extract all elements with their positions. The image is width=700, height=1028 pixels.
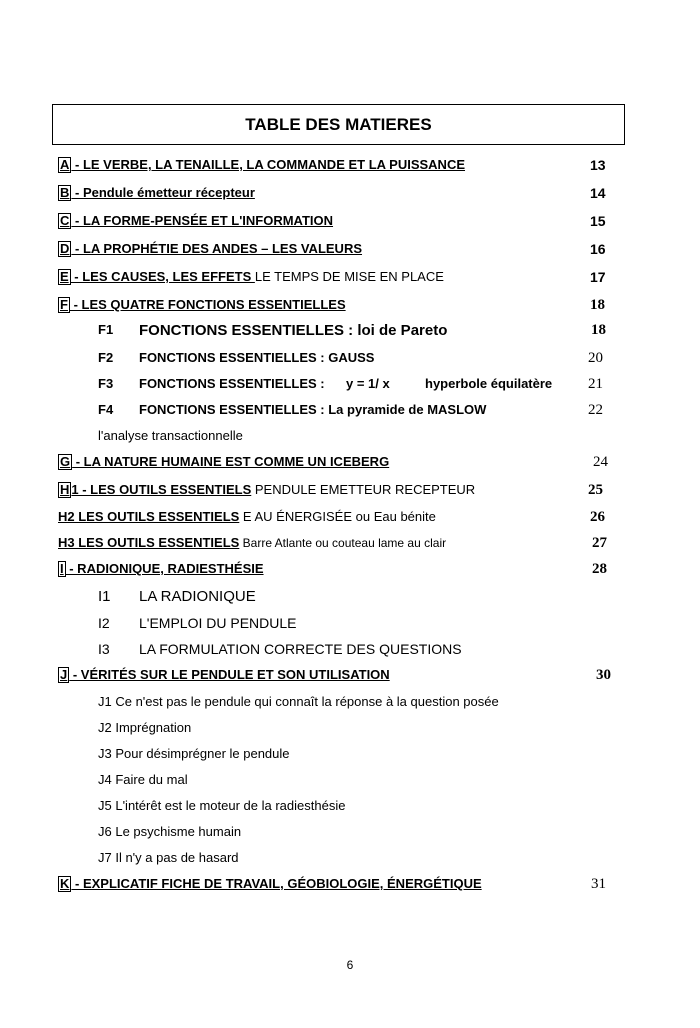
- subentry-title: FONCTIONS ESSENTIELLES : GAUSS: [139, 350, 375, 365]
- subentry-title: FONCTIONS ESSENTIELLES : La pyramide de MASLOW: [139, 402, 487, 417]
- formula: y = 1/ x: [346, 376, 390, 391]
- section-title: - EXPLICATIF FICHE DE TRAVAIL, GÉOBIOLOGIE, ÉNERGÉTIQUE: [71, 876, 482, 891]
- page-ref: 18: [590, 297, 605, 313]
- subentry-title: J7 Il n'y a pas de hasard: [98, 850, 239, 865]
- page-number: 6: [346, 958, 354, 972]
- toc-entry-d[interactable]: [0, 241, 700, 261]
- subentry-title: LA RADIONIQUE: [139, 588, 256, 605]
- toc-note: [0, 428, 700, 448]
- toc-subentry-j7[interactable]: [0, 850, 700, 870]
- subentry-code: I1: [98, 588, 111, 605]
- page-ref: 15: [590, 213, 606, 229]
- toc-subentry-j1[interactable]: [0, 694, 700, 714]
- page-ref: 13: [590, 157, 606, 173]
- toc-title: TABLE DES MATIERES: [245, 115, 432, 134]
- toc-entry-i[interactable]: [0, 561, 700, 581]
- subentry-code: I2: [98, 615, 110, 631]
- section-letter: D: [60, 241, 70, 256]
- toc-entry-f[interactable]: [0, 297, 700, 317]
- toc-subentry-f1[interactable]: [0, 322, 700, 342]
- page-ref: 26: [590, 509, 605, 525]
- section-letter: E: [60, 269, 69, 284]
- subentry-title: J2 Imprégnation: [98, 720, 192, 735]
- page-ref: 17: [590, 269, 606, 285]
- section-letter: F: [60, 297, 68, 312]
- toc-entry-c[interactable]: [0, 213, 700, 233]
- section-title: H2 LES OUTILS ESSENTIELS: [58, 509, 240, 524]
- page-ref: 16: [590, 241, 606, 257]
- page-ref: 30: [596, 667, 611, 683]
- toc-entry-h1[interactable]: [0, 482, 700, 502]
- subentry-code: F3: [98, 376, 114, 391]
- toc-entry-g[interactable]: [0, 454, 700, 474]
- section-subtitle: E AU ÉNERGISÉE ou Eau bénite: [239, 509, 436, 524]
- section-title: - LA FORME-PENSÉE ET L'INFORMATION: [71, 213, 334, 228]
- toc-entry-h3[interactable]: [0, 535, 700, 555]
- subentry-title: J4 Faire du mal: [98, 772, 188, 787]
- page-ref: 28: [592, 561, 607, 577]
- page-ref: 21: [588, 376, 603, 392]
- toc-subentry-f3[interactable]: [0, 376, 700, 396]
- page-ref: 18: [591, 322, 606, 338]
- section-title: 1 - LES OUTILS ESSENTIELS: [71, 482, 252, 497]
- section-letter: B: [60, 185, 70, 200]
- toc-subentry-f4[interactable]: [0, 402, 700, 422]
- page-ref: 14: [590, 185, 606, 201]
- subentry-title: J1 Ce n'est pas le pendule qui connaît la réponse à la question posée: [98, 694, 499, 709]
- section-subtitle: Barre Atlante ou couteau lame au clair: [239, 536, 447, 550]
- section-title: - LE VERBE, LA TENAILLE, LA COMMANDE ET LA PUISSANCE: [71, 157, 466, 172]
- toc-subentry-j6[interactable]: [0, 824, 700, 844]
- subentry-title: FONCTIONS ESSENTIELLES :: [139, 376, 325, 391]
- section-title: - LES CAUSES, LES EFFETS: [70, 269, 255, 284]
- toc-entry-a[interactable]: [0, 157, 700, 177]
- section-letter: J: [60, 667, 68, 682]
- toc-subentry-j5[interactable]: [0, 798, 700, 818]
- subentry-code: F4: [98, 402, 114, 417]
- toc-entry-e[interactable]: [0, 269, 700, 289]
- toc-subentry-j2[interactable]: [0, 720, 700, 740]
- subentry-code: I3: [98, 641, 110, 657]
- section-subtitle: LE TEMPS DE MISE EN PLACE: [254, 269, 444, 284]
- subentry-code: F2: [98, 350, 114, 365]
- section-letter: G: [60, 454, 71, 469]
- toc-subentry-j4[interactable]: [0, 772, 700, 792]
- section-subtitle: PENDULE EMETTEUR RECEPTEUR: [251, 482, 476, 497]
- page-ref: 31: [591, 876, 606, 892]
- section-title: - RADIONIQUE, RADIESTHÉSIE: [65, 561, 264, 576]
- section-title: H3 LES OUTILS ESSENTIELS: [58, 535, 240, 550]
- page-ref: 27: [592, 535, 607, 551]
- subentry-extra: hyperbole équilatère: [425, 376, 553, 391]
- toc-entry-h2[interactable]: [0, 509, 700, 529]
- toc-subentry-i3[interactable]: [0, 641, 700, 661]
- subentry-title: FONCTIONS ESSENTIELLES : loi de Pareto: [139, 322, 448, 339]
- toc-entry-k[interactable]: [0, 876, 700, 896]
- subentry-title: L'EMPLOI DU PENDULE: [139, 615, 297, 631]
- page-ref: 22: [588, 402, 603, 418]
- section-title: - Pendule émetteur récepteur: [71, 185, 255, 200]
- toc-subentry-f2[interactable]: [0, 350, 700, 370]
- toc-subentry-j3[interactable]: [0, 746, 700, 766]
- toc-subentry-i1[interactable]: [0, 588, 700, 608]
- subentry-title: J6 Le psychisme humain: [98, 824, 242, 839]
- subentry-title: J3 Pour désimprégner le pendule: [98, 746, 290, 761]
- section-title: - LA PROPHÉTIE DES ANDES – LES VALEURS: [71, 241, 363, 256]
- toc-subentry-i2[interactable]: [0, 615, 700, 635]
- subentry-code: F1: [98, 322, 114, 337]
- section-letter: K: [60, 876, 70, 891]
- subentry-title: LA FORMULATION CORRECTE DES QUESTIONS: [139, 641, 462, 657]
- section-title: - LES QUATRE FONCTIONS ESSENTIELLES: [69, 297, 346, 312]
- section-title: - LA NATURE HUMAINE EST COMME UN ICEBERG: [72, 454, 390, 469]
- section-title: - VÉRITÉS SUR LE PENDULE ET SON UTILISATION: [69, 667, 390, 682]
- page-ref: 24: [593, 454, 608, 470]
- toc-entry-b[interactable]: [0, 185, 700, 205]
- toc-title-box: [52, 104, 625, 145]
- page-ref: 20: [588, 350, 603, 366]
- section-letter: H: [60, 482, 70, 497]
- note-text: l'analyse transactionnelle: [98, 428, 243, 443]
- toc-entry-j[interactable]: [0, 667, 700, 687]
- subentry-title: J5 L'intérêt est le moteur de la radiesthésie: [98, 798, 346, 813]
- section-letter: C: [60, 213, 70, 228]
- page-ref: 25: [588, 482, 603, 498]
- section-letter: I: [60, 561, 64, 576]
- section-letter: A: [60, 157, 70, 172]
